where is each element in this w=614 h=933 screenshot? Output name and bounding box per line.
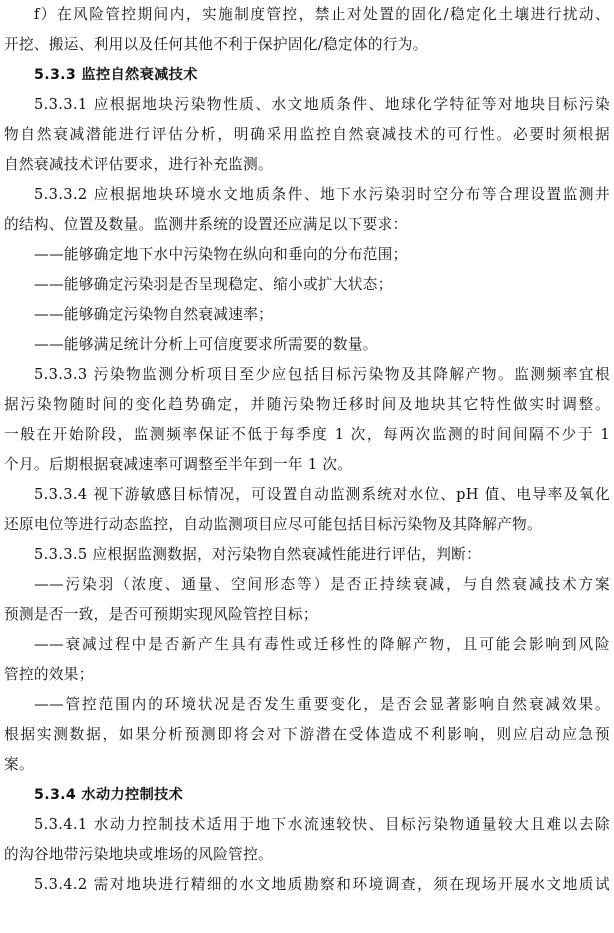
clause-5-3-3-3-line-1: 5.3.3.3 污染物监测分析项目至少应包括目标污染物及其降解产物。监测频率宜根 xyxy=(34,366,610,383)
paragraph-f-line-2: 开挖、搬运、利用以及任何其他不利于保护固化/稳定体的行为。 xyxy=(4,36,428,53)
requirement-item: ——能够确定污染物自然衰减速率； xyxy=(34,306,274,323)
assessment-item-1-line-2: 预测是否一致，是否可预期实现风险管控目标； xyxy=(4,606,318,623)
requirement-item: ——能够确定污染羽是否呈现稳定、缩小或扩大状态； xyxy=(34,276,393,293)
clause-5-3-4-1-line-1: 5.3.4.1 水动力控制技术适用于地下水流速较快、目标污染物通量较大且难以去除 xyxy=(34,816,610,833)
clause-5-3-4-2-line-1: 5.3.4.2 需对地块进行精细的水文地质勘察和环境调查，须在现场开展水文地质试 xyxy=(34,876,610,893)
assessment-item-1-line-1: ——污染羽（浓度、通量、空间形态等）是否正持续衰减，与自然衰减技术方案 xyxy=(34,576,610,593)
clause-5-3-3-1-line-1: 5.3.3.1 应根据地块污染物性质、水文地质条件、地球化学特征等对地块目标污染 xyxy=(34,96,610,113)
clause-5-3-3-3-line-2: 据污染物随时间的变化趋势确定，并随污染物迁移时间及地块其它特性做实时调整。 xyxy=(4,396,610,413)
clause-5-3-4-1-line-2: 的沟谷地带污染地块或堆场的风险管控。 xyxy=(4,846,273,863)
clause-5-3-3-2-line-1: 5.3.3.2 应根据地块环境水文地质条件、地下水污染羽时空分布等合理设置监测井 xyxy=(34,186,610,203)
assessment-conclusion-line-1: 根据实测数据，如果分析预测即将会对下游潜在受体造成不利影响，则应启动应急预 xyxy=(4,726,610,743)
clause-5-3-3-5-line-1: 5.3.3.5 应根据监测数据，对污染物自然衰减性能进行评估，判断： xyxy=(34,546,482,563)
clause-5-3-3-3-line-3: 一般在开始阶段，监测频率保证不低于每季度 1 次，每两次监测的时间间隔不少于 1 xyxy=(4,426,610,443)
assessment-item-2-line-2: 管控的效果； xyxy=(4,666,94,683)
section-heading-5-3-4: 5.3.4 水动力控制技术 xyxy=(34,787,184,803)
clause-5-3-3-4-line-2: 还原电位等进行动态监控，自动监测项目应尽可能包括目标污染物及其降解产物。 xyxy=(4,516,542,533)
clause-5-3-3-2-line-2: 的结构、位置及数量。监测井系统的设置还应满足以下要求： xyxy=(4,216,408,233)
assessment-item-2-line-1: ——衰减过程中是否新产生具有毒性或迁移性的降解产物，且可能会影响到风险 xyxy=(34,636,610,653)
clause-5-3-3-4-line-1: 5.3.3.4 视下游敏感目标情况，可设置自动监测系统对水位、pH 值、电导率及氧化 xyxy=(34,486,610,503)
assessment-conclusion-line-2: 案。 xyxy=(4,756,34,773)
clause-5-3-3-1-line-3: 自然衰减技术评估要求，进行补充监测。 xyxy=(4,156,273,173)
requirement-item: ——能够满足统计分析上可信度要求所需要的数量。 xyxy=(34,336,378,353)
paragraph-f-line-1: f）在风险管控期间内，实施制度管控，禁止对处置的固化/稳定化土壤进行扰动、 xyxy=(34,6,610,23)
assessment-item-3-line-1: ——管控范围内的环境状况是否发生重要变化，是否会显著影响自然衰减效果。 xyxy=(34,696,610,713)
requirement-item: ——能够确定地下水中污染物在纵向和垂向的分布范围； xyxy=(34,246,408,263)
clause-5-3-3-3-line-4: 个月。后期根据衰减速率可调整至半年到一年 1 次。 xyxy=(4,456,353,473)
clause-5-3-3-1-line-2: 物自然衰减潜能进行评估分析，明确采用监控自然衰减技术的可行性。必要时须根据 xyxy=(4,126,610,143)
section-heading-5-3-3: 5.3.3 监控自然衰减技术 xyxy=(34,67,198,83)
